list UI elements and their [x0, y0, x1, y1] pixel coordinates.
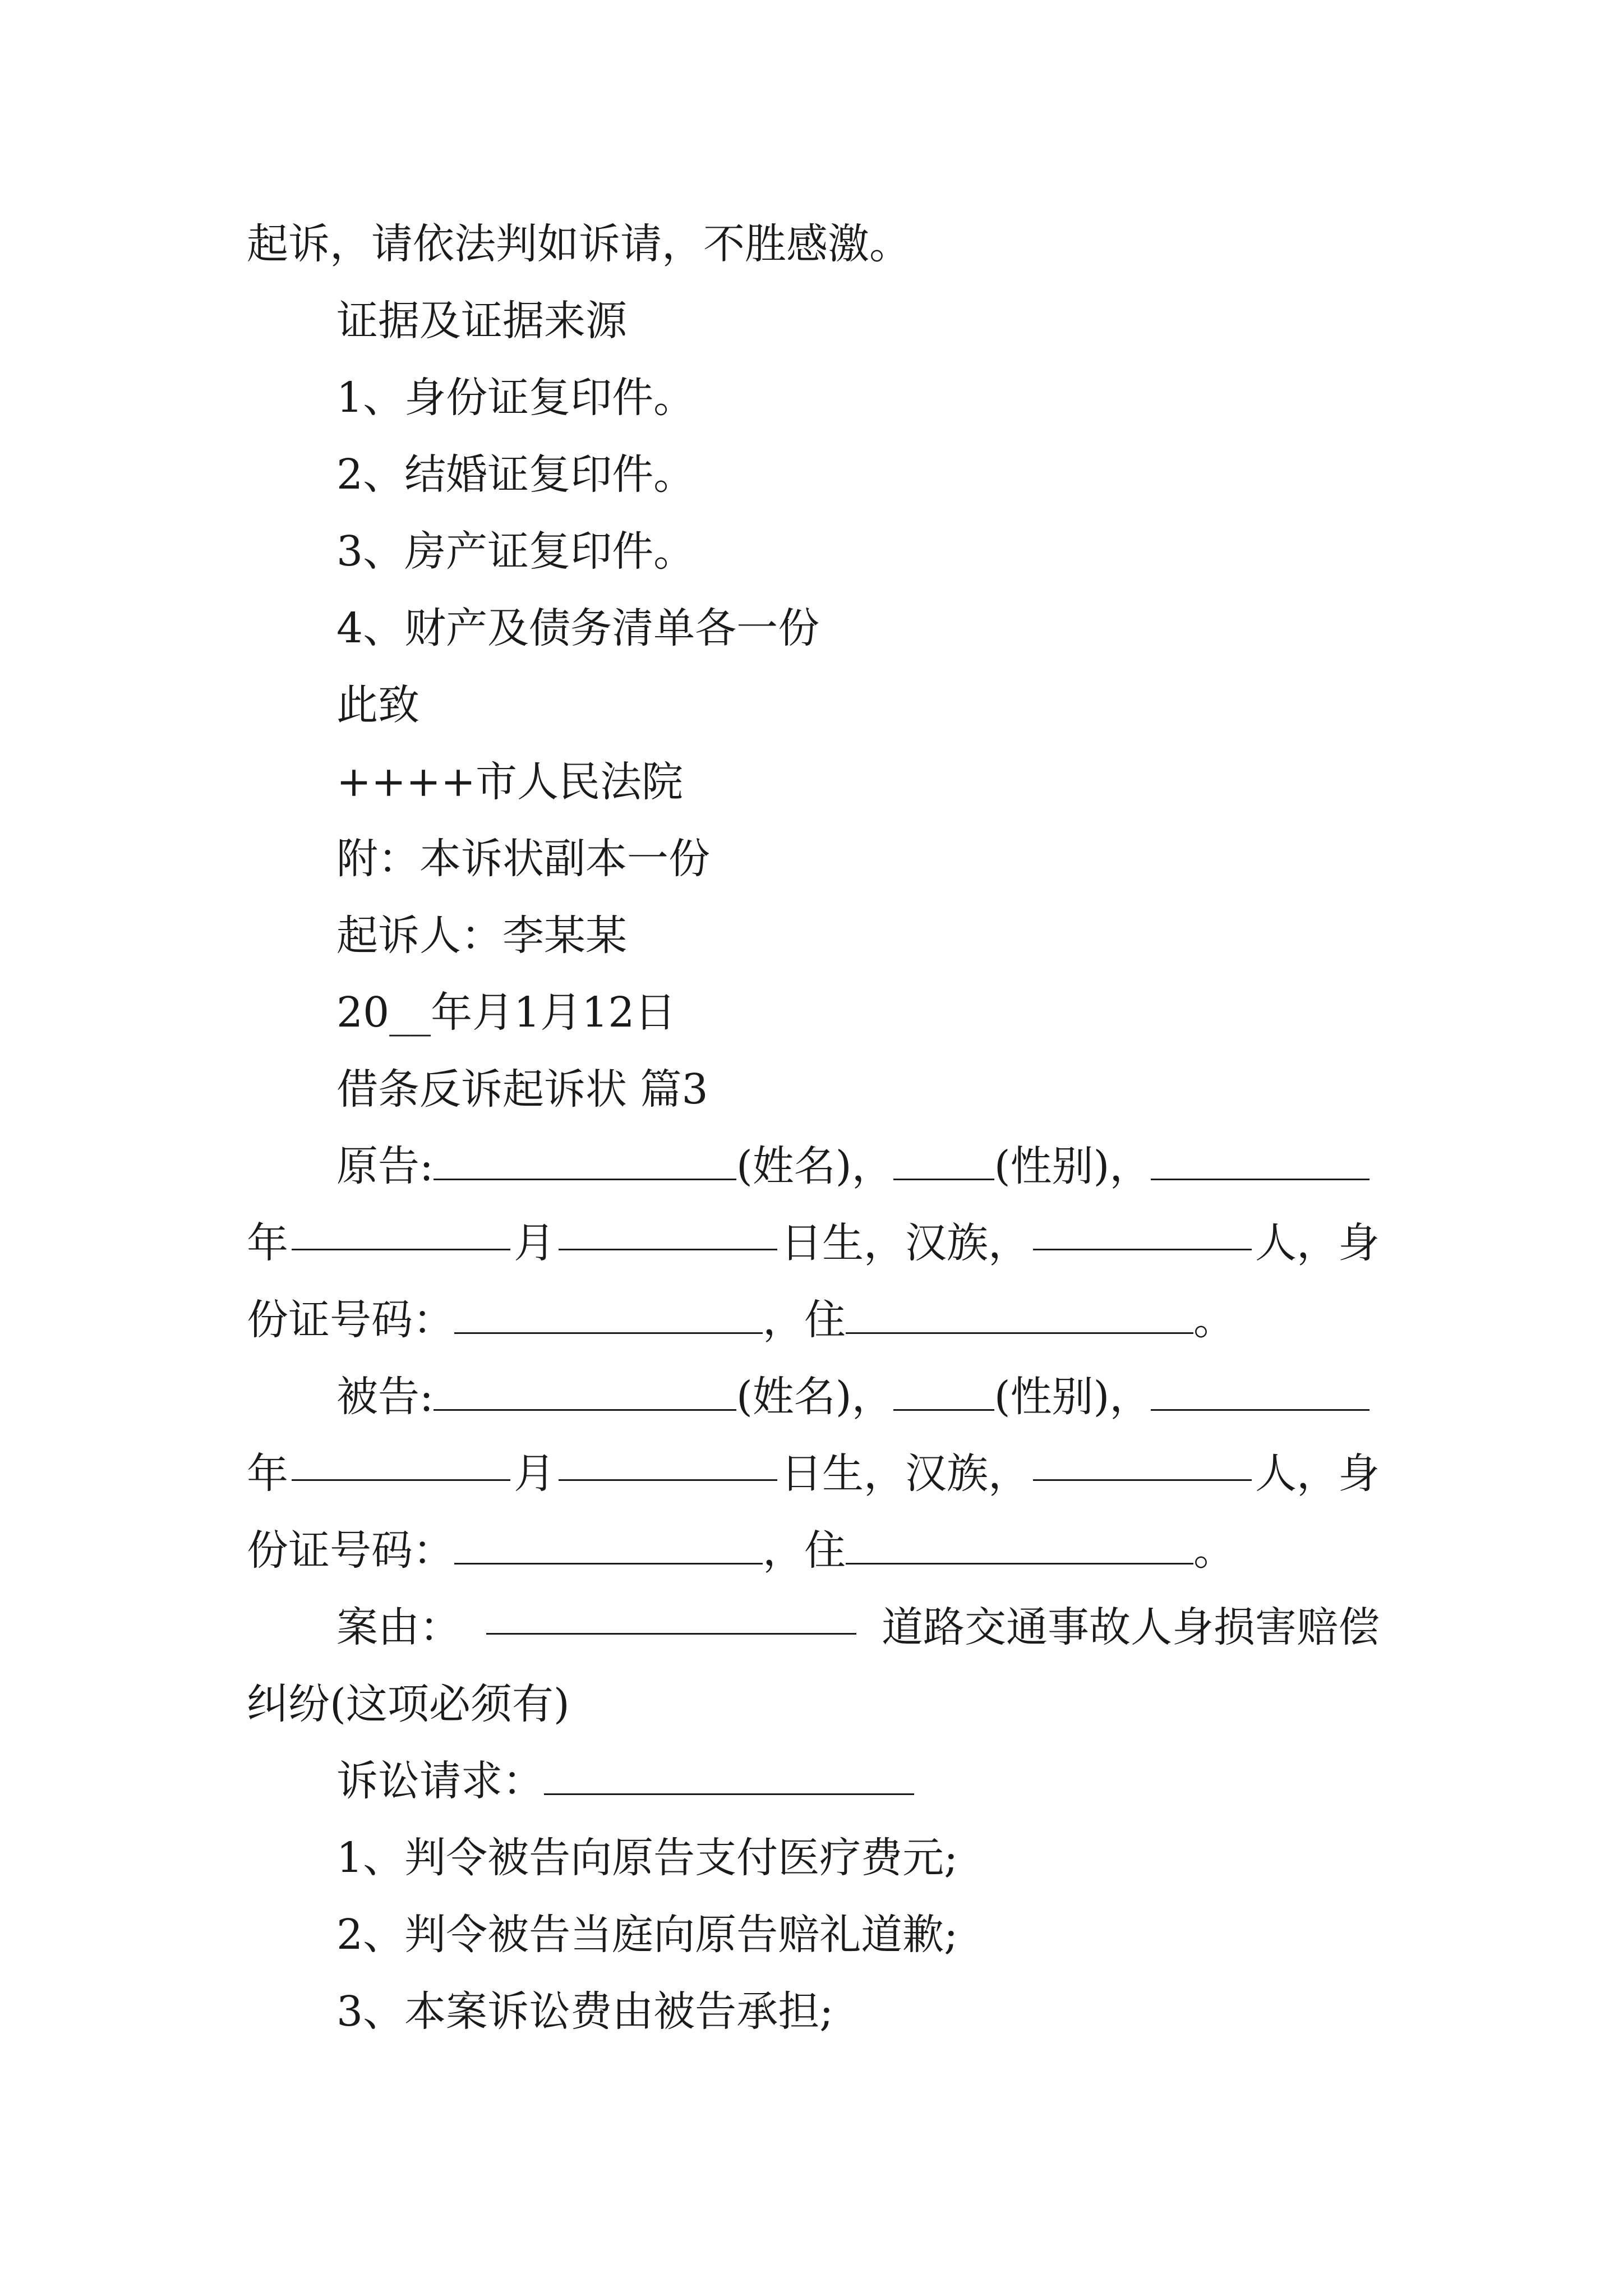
- day-ethnic-label: 日生，汉族，: [781, 1450, 1030, 1498]
- plaintiff-line-3: [247, 1292, 1235, 1348]
- period: 。: [1193, 1296, 1235, 1344]
- evidence-item: 3、房产证复印件。: [336, 527, 695, 576]
- address-label: ，住: [763, 1526, 846, 1575]
- claim-item: 1、判令被告向原告支付医疗费元;: [336, 1834, 958, 1882]
- defendant-id-blank: [454, 1529, 763, 1565]
- defendant-label: 被告:: [336, 1373, 434, 1421]
- attachment-note: 附：本诉状副本一份: [336, 835, 710, 883]
- court-name: ++++市人民法院: [336, 758, 684, 806]
- plaintiff-birth-blank: [1151, 1145, 1370, 1180]
- plaintiff-line-1: [336, 1138, 1370, 1194]
- defendant-sex-blank: [893, 1375, 994, 1411]
- case-text: 道路交通事故人身损害赔偿: [882, 1603, 1380, 1651]
- plaintiff-name-blank: [434, 1145, 736, 1180]
- evidence-item: 1、身份证复印件。: [336, 374, 695, 422]
- year-label: 年: [247, 1450, 288, 1498]
- evidence-item: 4、财产及债务清单各一份: [336, 604, 820, 652]
- defendant-line-2: [247, 1446, 1380, 1502]
- claim-item: 3、本案诉讼费由被告承担;: [336, 1987, 834, 2036]
- section-heading: 借条反诉起诉状 篇3: [336, 1065, 708, 1114]
- salutation: 此致: [336, 681, 419, 729]
- defendant-month-blank: [559, 1446, 777, 1481]
- plaintiff-signature: 起诉人：李某某: [336, 912, 627, 960]
- plaintiff-id-blank: [454, 1299, 763, 1334]
- defendant-address-blank: [846, 1529, 1193, 1565]
- date-line: 20__年月1月12日: [336, 988, 676, 1037]
- id-label: 份证号码：: [247, 1526, 454, 1575]
- address-label: ，住: [763, 1296, 846, 1344]
- case-cont: 纠纷(这项必须有): [247, 1680, 570, 1728]
- claims-line: [336, 1753, 914, 1809]
- plaintiff-line-2: [247, 1215, 1380, 1271]
- evidence-heading: 证据及证据来源: [336, 297, 627, 345]
- defendant-origin-blank: [1033, 1446, 1252, 1481]
- claims-label: 诉讼请求：: [336, 1757, 544, 1805]
- defendant-birth-blank: [1151, 1375, 1370, 1411]
- defendant-name-blank: [434, 1375, 736, 1411]
- claim-item: 2、判令被告当庭向原告赔礼道歉;: [336, 1911, 958, 1959]
- case-line: [336, 1599, 1380, 1655]
- month-label: 月: [514, 1219, 555, 1267]
- claims-blank: [544, 1760, 914, 1795]
- person-label: 人，身: [1255, 1219, 1380, 1267]
- year-label: 年: [247, 1219, 288, 1267]
- day-ethnic-label: 日生，汉族，: [781, 1219, 1030, 1267]
- plaintiff-year-blank: [292, 1215, 510, 1250]
- sex-hint: (性别)，: [994, 1142, 1151, 1190]
- name-hint: (姓名)，: [736, 1142, 893, 1190]
- evidence-item: 2、结婚证复印件。: [336, 450, 695, 499]
- text-line: 起诉，请依法判如诉请，不胜感激。: [247, 220, 911, 268]
- person-label: 人，身: [1255, 1450, 1380, 1498]
- plaintiff-address-blank: [846, 1299, 1193, 1334]
- case-label: 案由：: [336, 1603, 461, 1651]
- sex-hint: (性别)，: [994, 1373, 1151, 1421]
- defendant-line-3: [247, 1522, 1235, 1579]
- name-hint: (姓名)，: [736, 1373, 893, 1421]
- id-label: 份证号码：: [247, 1296, 454, 1344]
- plaintiff-origin-blank: [1033, 1215, 1252, 1250]
- defendant-line-1: [336, 1369, 1370, 1425]
- month-label: 月: [514, 1450, 555, 1498]
- plaintiff-sex-blank: [893, 1145, 994, 1180]
- plaintiff-month-blank: [559, 1215, 777, 1250]
- plaintiff-label: 原告:: [336, 1142, 434, 1190]
- period: 。: [1193, 1526, 1235, 1575]
- case-blank: [486, 1599, 856, 1635]
- defendant-year-blank: [292, 1446, 510, 1481]
